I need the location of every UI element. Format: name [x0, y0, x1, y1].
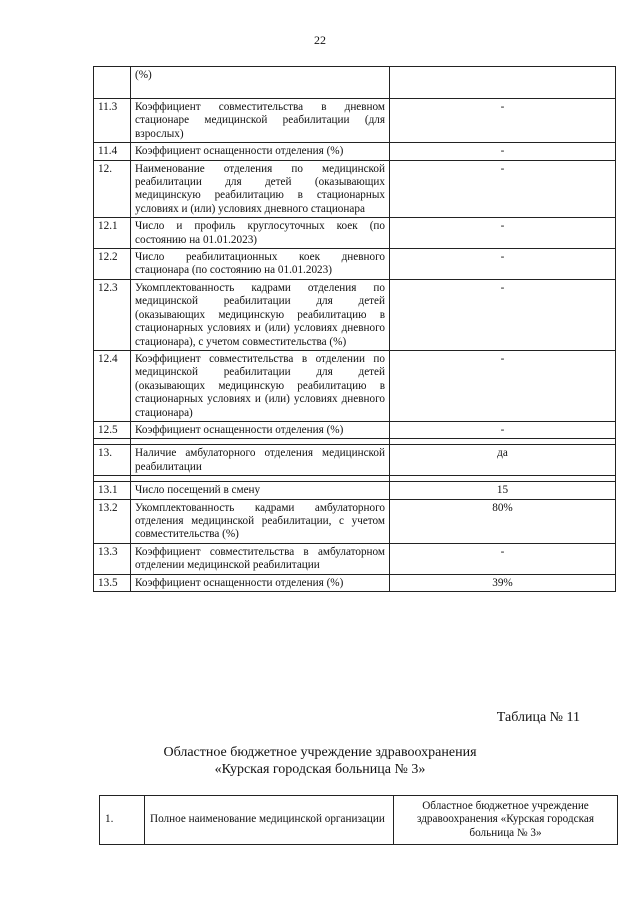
row-number: 11.3	[94, 99, 131, 143]
row-number: 12.2	[94, 249, 131, 280]
row-value: -	[390, 143, 616, 160]
row-description: Укомплектованность кадрами амбулаторного отделения медицинской реабилитации, с учетом совместительства (%)	[131, 499, 390, 543]
indicators-table	[93, 66, 616, 592]
table-row	[94, 445, 616, 476]
row-description: Укомплектованность кадрами отделения по медицинской реабилитации для детей (оказывающих медицинскую реабилитацию в стационарных условиях и (или) условиях дневного стационара), с учетом совместительства (%)	[131, 279, 390, 350]
row-number: 13.1	[94, 482, 131, 499]
row-description: Коэффициент оснащенности отделения (%)	[131, 143, 390, 160]
table-row	[94, 99, 616, 143]
row-value: да	[390, 445, 616, 476]
row-number: 13.2	[94, 499, 131, 543]
row-description: Полное наименование медицинской организации	[145, 796, 394, 845]
row-number: 12.5	[94, 421, 131, 438]
row-number: 13.	[94, 445, 131, 476]
row-value: 39%	[390, 574, 616, 591]
row-number: 12.1	[94, 218, 131, 249]
row-description: Число реабилитационных коек дневного стационара (по состоянию на 01.01.2023)	[131, 249, 390, 280]
table-row	[94, 67, 616, 99]
organization-title	[0, 744, 640, 778]
row-value: -	[390, 249, 616, 280]
page-number: 22	[314, 33, 326, 47]
table-row	[94, 160, 616, 218]
table-row	[100, 796, 618, 845]
table-row	[94, 421, 616, 438]
row-value: -	[390, 99, 616, 143]
table-row	[94, 543, 616, 574]
table-row	[94, 499, 616, 543]
table-row	[94, 482, 616, 499]
table-row	[94, 279, 616, 350]
row-description: (%)	[131, 67, 390, 99]
row-number: 1.	[100, 796, 145, 845]
row-value: Областное бюджетное учреждение здравоохранения «Курская городская больница № 3»	[394, 796, 618, 845]
row-number: 12.4	[94, 350, 131, 421]
row-value: 80%	[390, 499, 616, 543]
row-number: 13.3	[94, 543, 131, 574]
row-number: 13.5	[94, 574, 131, 591]
table-caption: Таблица № 11	[496, 710, 580, 725]
row-description: Коэффициент совместительства в амбулаторном отделении медицинской реабилитации	[131, 543, 390, 574]
table-row	[94, 350, 616, 421]
organization-title-line1: Областное бюджетное учреждение здравоохранения	[163, 745, 477, 760]
row-number: 12.3	[94, 279, 131, 350]
row-value: -	[390, 350, 616, 421]
row-description: Наименование отделения по медицинской реабилитации для детей (оказывающих медицинскую реабилитацию в стационарных условиях и (или) условиях дневного стационара	[131, 160, 390, 218]
table-row	[94, 249, 616, 280]
row-number	[94, 67, 131, 99]
row-description: Коэффициент совместительства в дневном стационаре медицинской реабилитации (для взрослых)	[131, 99, 390, 143]
organization-table	[99, 795, 618, 845]
row-description: Число посещений в смену	[131, 482, 390, 499]
row-description: Коэффициент совместительства в отделении по медицинской реабилитации для детей (оказывающих медицинскую реабилитацию в стационарных условиях и (или) условиях дневного стационара)	[131, 350, 390, 421]
row-description: Наличие амбулаторного отделения медицинской реабилитации	[131, 445, 390, 476]
row-number: 11.4	[94, 143, 131, 160]
table-row	[94, 143, 616, 160]
row-value: -	[390, 218, 616, 249]
row-value: -	[390, 543, 616, 574]
organization-title-line2: «Курская городская больница № 3»	[214, 762, 426, 777]
table-row	[94, 574, 616, 591]
row-description: Коэффициент оснащенности отделения (%)	[131, 421, 390, 438]
row-value: -	[390, 279, 616, 350]
row-number: 12.	[94, 160, 131, 218]
row-description: Число и профиль круглосуточных коек (по состоянию на 01.01.2023)	[131, 218, 390, 249]
row-value: 15	[390, 482, 616, 499]
row-value: -	[390, 421, 616, 438]
row-value: -	[390, 160, 616, 218]
row-value	[390, 67, 616, 99]
table-row	[94, 218, 616, 249]
row-description: Коэффициент оснащенности отделения (%)	[131, 574, 390, 591]
